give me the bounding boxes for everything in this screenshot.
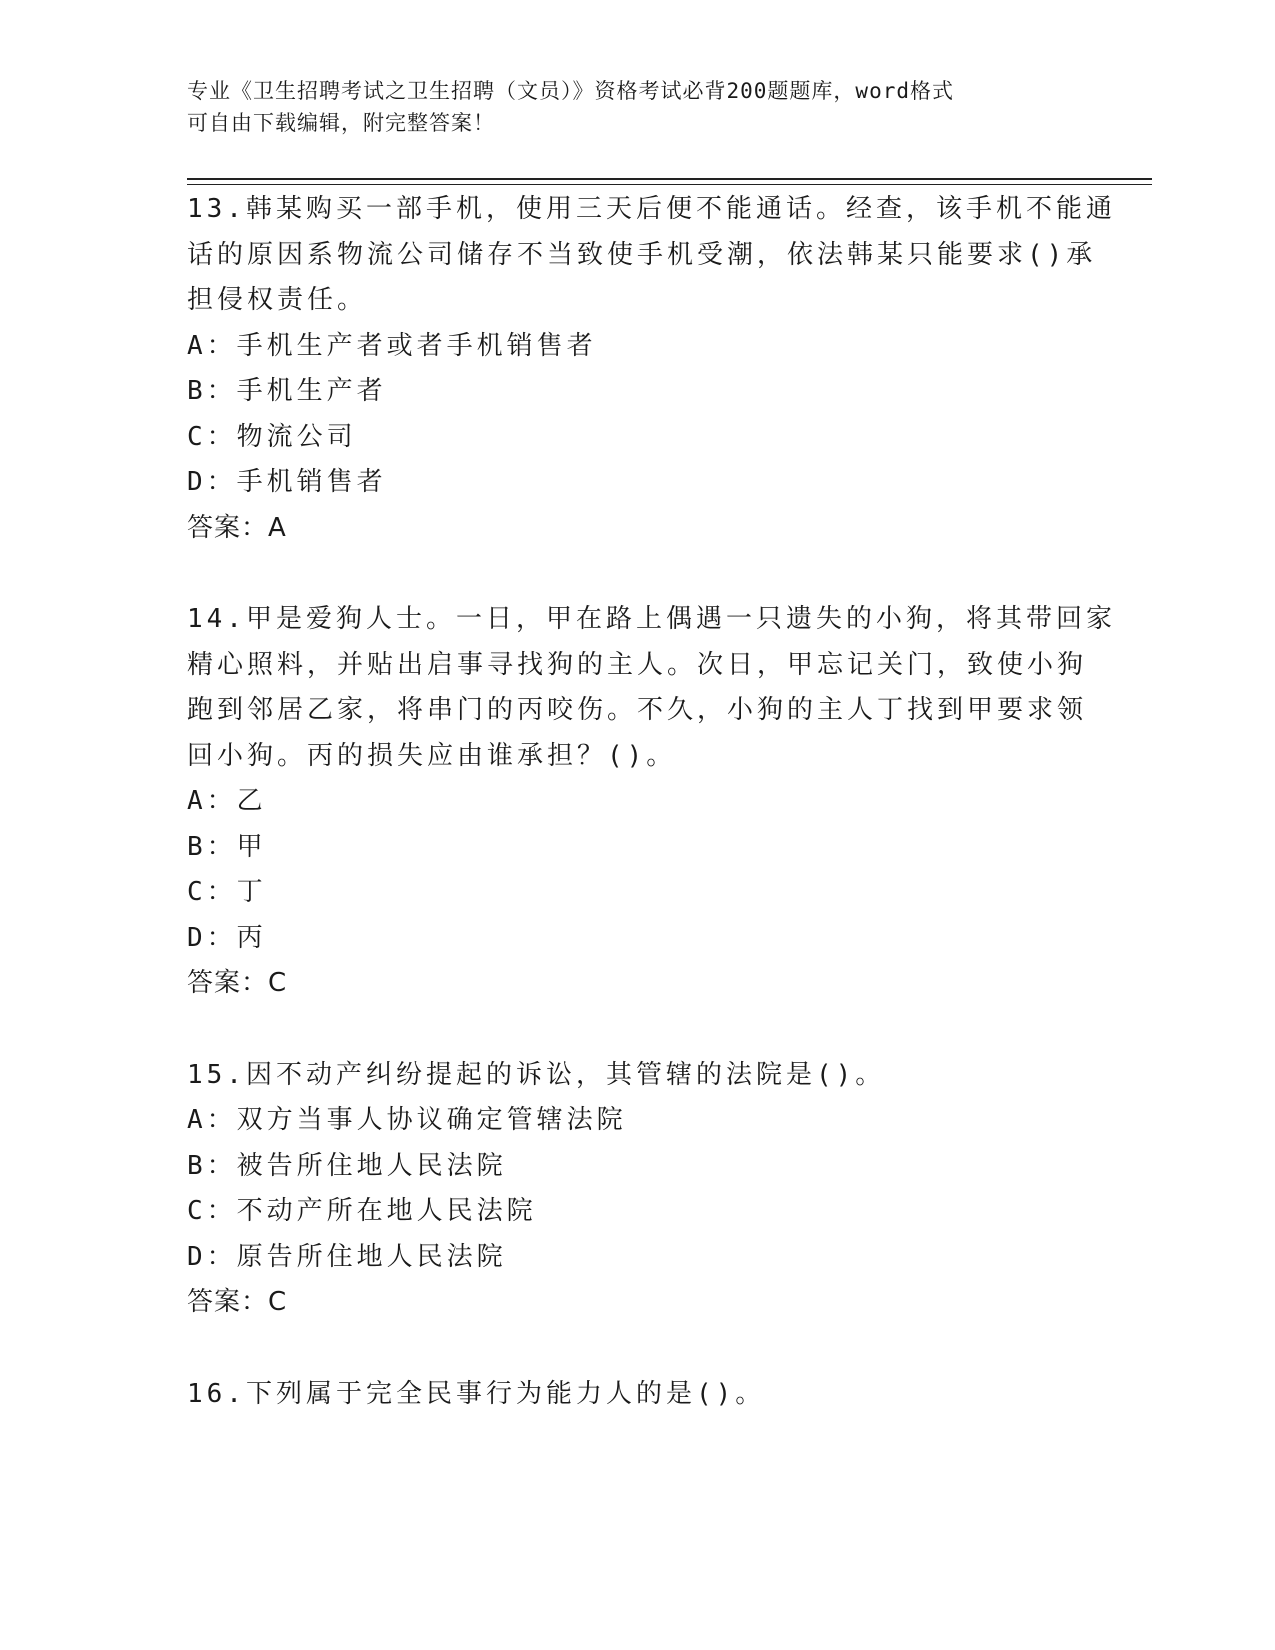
question-stem-line: 担侵权责任。 [187,285,368,315]
header-line: 可自由下载编辑，附完整答案！ [187,111,495,135]
question-list [187,187,1116,1463]
header-line: 专业《卫生招聘考试之卫生招聘（文员）》资格考试必背200题题库，word格式 [187,79,954,103]
question-stem-line: 13.韩某购买一部手机，使用三天后便不能通话。经查，该手机不能通 [187,194,1116,224]
document-header [187,75,1077,139]
option-c: C：不动产所在地人民法院 [187,1196,537,1226]
question-stem-line: 回小狗。丙的损失应由谁承担？()。 [187,740,677,771]
option-b: B：手机生产者 [187,376,387,406]
question-14 [187,597,1116,1007]
option-d: D：原告所住地人民法院 [187,1241,507,1272]
question-stem-line: 话的原因系物流公司储存不当致使手机受潮，依法韩某只能要求()承 [187,239,1097,270]
question-stem-line: 15.因不动产纠纷提起的诉讼，其管辖的法院是()。 [187,1059,886,1090]
header-divider-thick [187,178,1152,180]
question-16 [187,1372,1077,1418]
question-stem-line: 跑到邻居乙家，将串门的丙咬伤。不久，小狗的主人丁找到甲要求领 [187,695,1088,725]
option-d: D：手机销售者 [187,467,387,497]
option-c: C：丁 [187,877,267,907]
option-b: B：甲 [187,831,267,862]
question-13 [187,187,1116,551]
option-c: C：物流公司 [187,421,357,452]
option-d: D：丙 [187,922,267,953]
option-a: A：手机生产者或者手机销售者 [187,330,597,361]
answer-line: 答案：C [187,968,288,998]
option-a: A：乙 [187,786,267,816]
question-stem-line: 14.甲是爱狗人士。一日，甲在路上偶遇一只遗失的小狗，将其带回家 [187,604,1116,634]
question-15 [187,1053,1077,1326]
option-b: B：被告所住地人民法院 [187,1150,507,1181]
option-a: A：双方当事人协议确定管辖法院 [187,1105,627,1135]
answer-line: 答案：A [187,512,287,543]
header-divider-thin [187,184,1152,185]
question-stem-line: 精心照料，并贴出启事寻找狗的主人。次日，甲忘记关门，致使小狗 [187,649,1088,680]
question-stem-line: 16.下列属于完全民事行为能力人的是()。 [187,1378,766,1409]
answer-line: 答案：C [187,1287,288,1317]
